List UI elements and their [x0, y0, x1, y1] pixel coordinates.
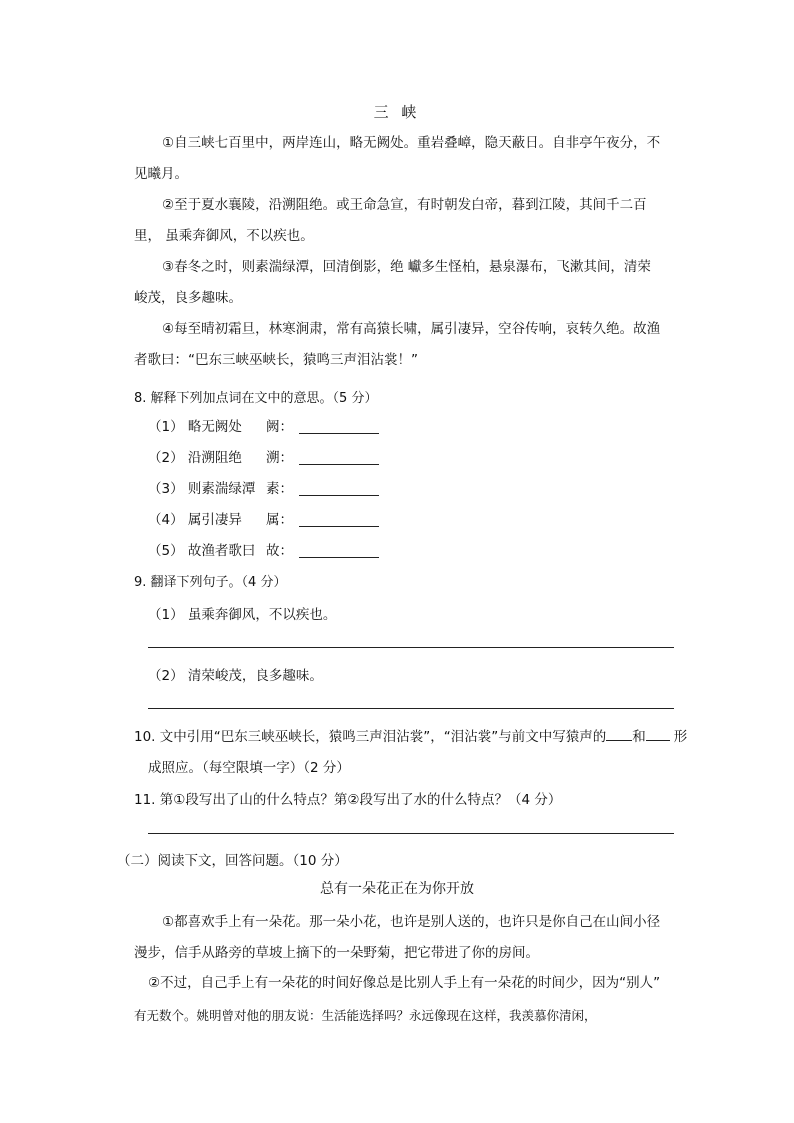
item-char: 素：: [266, 481, 293, 497]
paragraph-3: ③春冬之时，则素湍绿潭，回清倒影，绝 巘多生怪柏，悬泉瀑布，飞漱其间，清荣峻茂，良多趣味。: [134, 259, 651, 306]
paragraph-4: ④每至晴初霜旦，林寒涧肃，常有高猿长啸，属引凄异，空谷传响，哀转久绝。故渔者歌曰：“巴东三峡巫峡长，猿鸣三声泪沾裳！”: [134, 321, 661, 368]
question-8-item: [148, 508, 379, 528]
item-char: 故：: [266, 543, 293, 559]
answer-blank[interactable]: [299, 545, 379, 558]
section-2-last-line: 有无数个。姚明曾对他的朋友说：生活能选择吗？永远像现在这样，我羡慕你清闲，: [134, 1008, 597, 1023]
answer-line[interactable]: [148, 833, 674, 834]
question-11-stem: 11. 第①段写出了山的什么特点？第②段写出了水的什么特点？（4 分）: [134, 792, 562, 808]
answer-line[interactable]: [148, 708, 674, 709]
item-char: 溯：: [266, 450, 293, 466]
question-9-stem: 9. 翻译下列句子。（4 分）: [134, 575, 287, 590]
section-2-paragraph-1: ①都喜欢手上有一朵花。那一朵小花，也许是别人送的，也许只是你自己在山间小径 漫步，信手从路旁的草坡上摘下的一朵野菊，把它带进了你的房间。: [134, 914, 661, 961]
q10-text-c: 形: [673, 729, 688, 745]
answer-blank[interactable]: [299, 483, 379, 496]
question-10-line-1: [134, 725, 687, 745]
question-8-item: [148, 477, 379, 497]
section-2-heading: （二）阅读下文，回答问题。（10 分）: [117, 853, 348, 869]
q10-text-a: 10. 文中引用“巴东三峡巫峡长，猿鸣三声泪沾裳”，“泪沾裳”与前文中写猿声的: [134, 729, 607, 745]
item-label: （2） 沿溯阻绝: [148, 450, 242, 466]
item-label: （1） 略无阙处: [148, 419, 242, 435]
paragraph-1: ①自三峡七百里中，两岸连山，略无阙处。重岩叠嶂，隐天蔽日。自非亭午夜分，不 见曦月。: [134, 135, 661, 182]
passage-title: 三 峡: [373, 103, 421, 121]
paragraph-2: ②至于夏水襄陵，沿溯阻绝。或王命急宣，有时朝发白帝，暮到江陵，其间千二百里， 虽乘奔御风，不以疾也。: [134, 197, 647, 244]
question-8-item: [148, 539, 379, 559]
answer-blank[interactable]: [606, 728, 632, 741]
item-label: （5） 故渔者歌曰: [148, 543, 256, 559]
answer-line[interactable]: [148, 647, 674, 648]
answer-blank[interactable]: [299, 514, 379, 527]
item-char: 属：: [266, 512, 293, 528]
section-2-paragraph-2: ②不过，自己手上有一朵花的时间好像总是比别人手上有一朵花的时间少，因为“别人”: [148, 975, 661, 991]
question-8-item: [148, 415, 379, 435]
item-char: 阙：: [266, 419, 293, 435]
question-10-line-2: 成照应。（每空限填一字）（2 分）: [148, 760, 350, 776]
question-9-item: （2） 清荣峻茂，良多趣味。: [148, 668, 323, 684]
question-8-stem: 8. 解释下列加点词在文中的意思。（5 分）: [134, 391, 378, 406]
answer-blank[interactable]: [646, 728, 670, 741]
q10-text-b: 和: [632, 729, 646, 745]
question-8-item: [148, 446, 379, 466]
answer-blank[interactable]: [299, 452, 379, 465]
question-9-item: （1） 虽乘奔御风，不以疾也。: [148, 607, 337, 623]
answer-blank[interactable]: [299, 421, 379, 434]
item-label: （4） 属引凄异: [148, 512, 242, 528]
item-label: （3） 则素湍绿潭: [148, 481, 256, 497]
section-2-title: 总有一朵花正在为你开放: [320, 881, 474, 897]
